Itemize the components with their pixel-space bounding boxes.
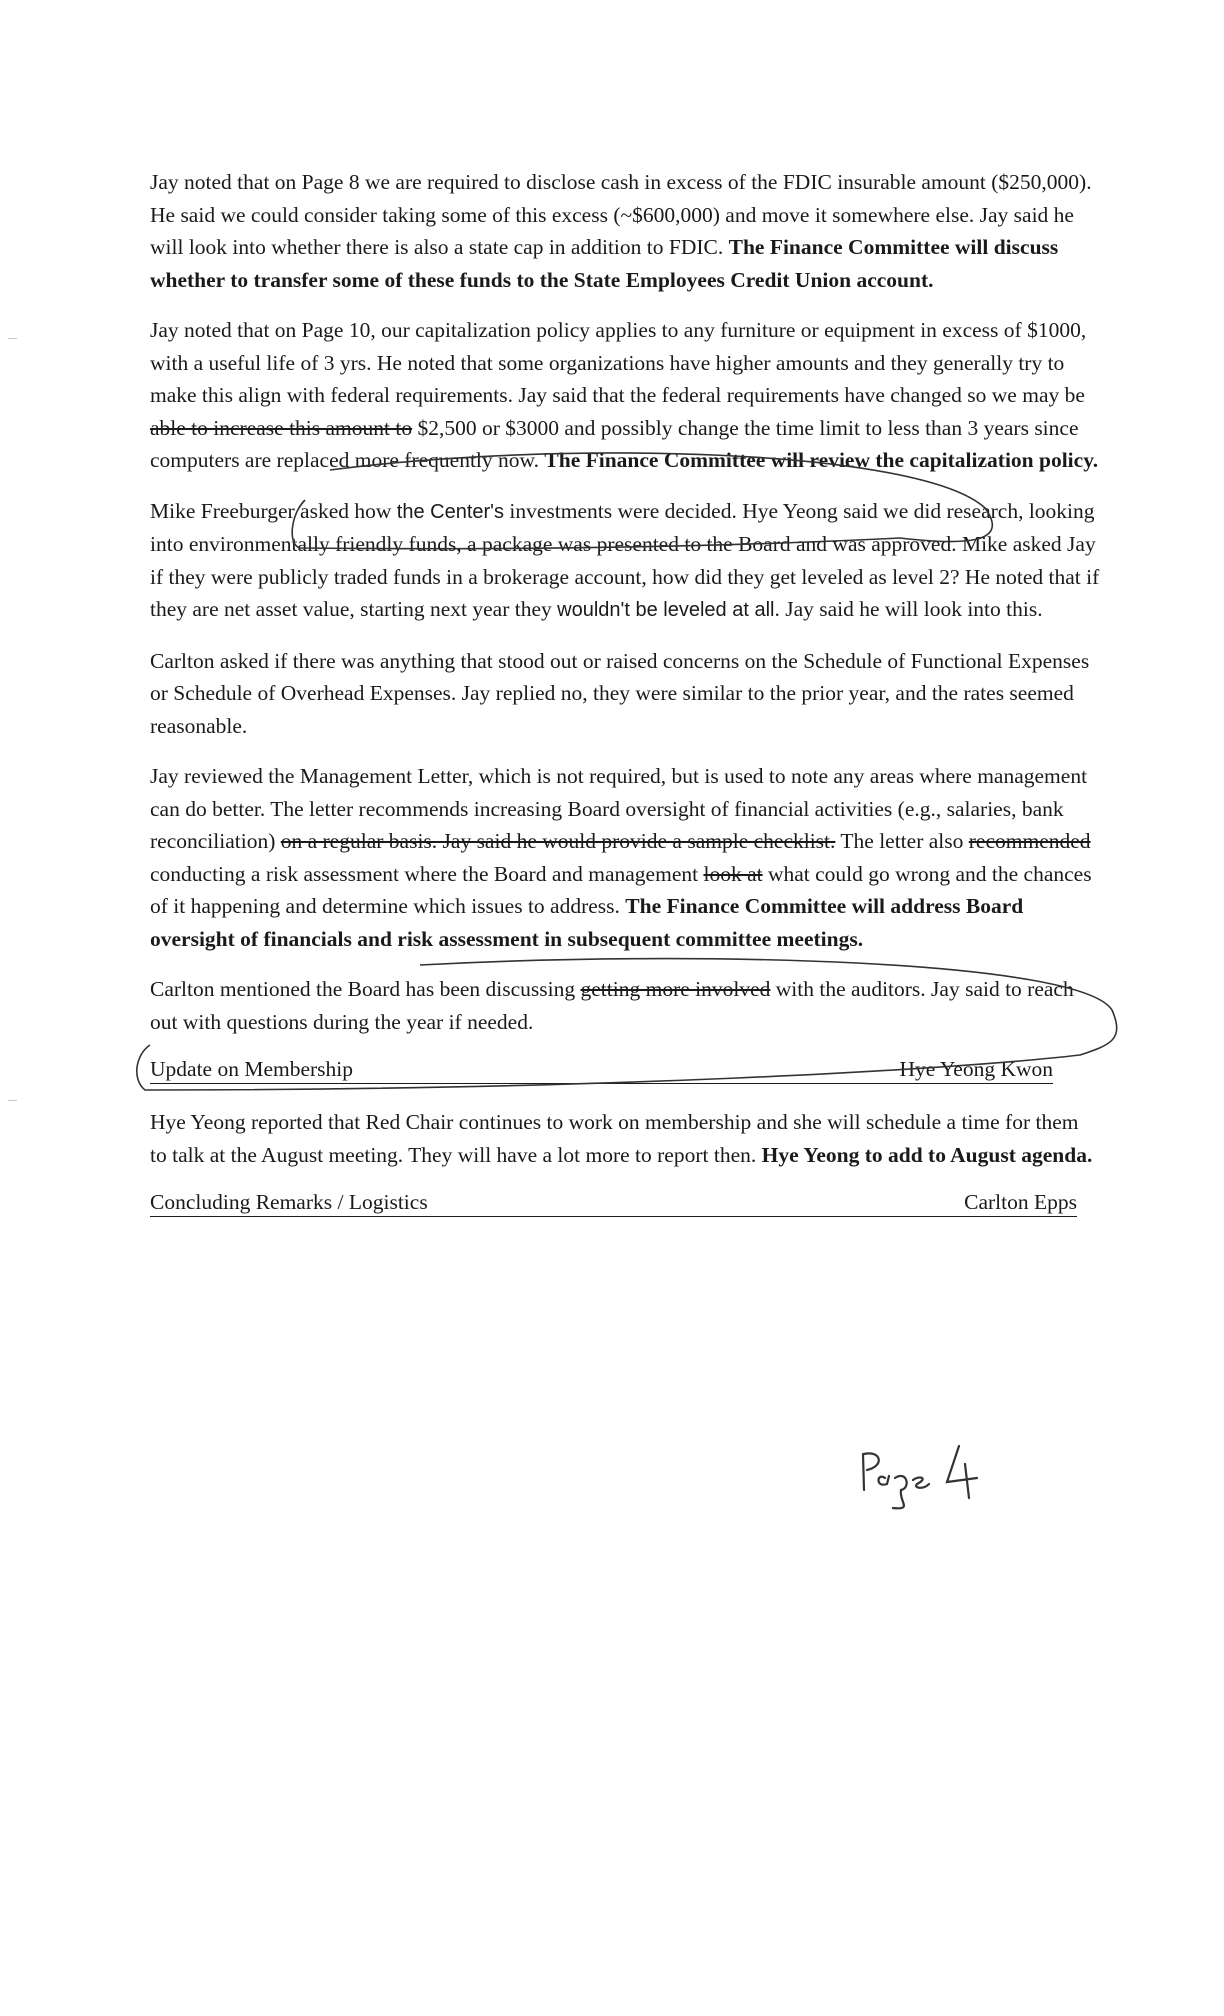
section-header-concluding bbox=[150, 1189, 1077, 1217]
section-header-membership bbox=[150, 1056, 1053, 1084]
section-presenter: Hye Yeong Kwon bbox=[899, 1057, 1053, 1081]
scan-edge-mark bbox=[8, 338, 17, 339]
struck-text: able to increase this amount to bbox=[150, 415, 413, 440]
paragraph-membership: Hye Yeong reported that Red Chair continues to work on membership and she will schedule a time for them to talk at the August meeting. They will have a lot more to report then. Hye Yeong to add to August agenda. bbox=[150, 1110, 1093, 1167]
scan-edge-mark bbox=[8, 1100, 17, 1101]
paragraph-investments: Mike Freeburger asked how the Center's investments were decided. Hye Yeong said we did research, looking into environmentally friendly funds, a package was presented to the Board and was approved. Mike asked Jay if they were publicly traded funds in a brokerage account, how did they get leveled as level 2? He noted that if they are net asset value, starting next year they wouldn't be leveled at all. Jay said he will look into this. bbox=[150, 498, 1100, 621]
paragraph-schedules: Carlton asked if there was anything that stood out or raised concerns on the Schedule of Functional Expenses or Schedule of Overhead Expenses. Jay replied no, they were similar to the prior year, and the rates seemed reasonable. bbox=[150, 648, 1090, 738]
action-item: The Finance Committee will address Board oversight of financials and risk assessment in subsequent committee meetings. bbox=[150, 894, 1024, 951]
inserted-text: the Center's bbox=[396, 500, 505, 523]
action-item: Hye Yeong to add to August agenda. bbox=[761, 1142, 1093, 1167]
struck-text: on a regular basis. Jay said he would provide a sample checklist. bbox=[280, 829, 836, 853]
handwritten-page-number bbox=[855, 1442, 985, 1522]
paragraph-management-letter: Jay reviewed the Management Letter, which is not required, but is used to note any areas where management can do better. The letter recommends increasing Board oversight of financial activities (e.g., salaries, bank reconciliation) on a regular basis. Jay said he would provide a sample checklist. The letter also recommended conducting a risk assessment where the Board and management look at what could go wrong and the chances of it happening and determine which issues to address. The Finance Committee will address Board oversight of financials and risk assessment in subsequent committee meetings. bbox=[150, 764, 1092, 951]
paragraph-fdic: Jay noted that on Page 8 we are required to disclose cash in excess of the FDIC insurable amount ($250,000). He said we could consider taking some of this excess (~$600,000) and move it somewhere else. Jay said he will look into whether there is also a state cap in addition to FDIC. The Finance Committee will discuss whether to transfer some of these funds to the State Employees Credit Union account. bbox=[150, 170, 1092, 292]
minutes-page bbox=[150, 166, 1100, 1239]
struck-text: look at bbox=[703, 861, 763, 886]
paragraph-capitalization: Jay noted that on Page 10, our capitalization policy applies to any furniture or equipment in excess of $1000, with a useful life of 3 yrs. He noted that some organizations have higher amounts and they generally try to make this align with federal requirements. Jay said that the federal requirements have changed so we may be able to increase this amount to $2,500 or $3000 and possibly change the time limit to less than 3 years since computers are replaced more frequently now. The Finance Committee will review the capitalization policy. bbox=[150, 318, 1099, 472]
action-item: The Finance Committee will review the capitalization policy. bbox=[544, 448, 1099, 472]
struck-text: recommended bbox=[968, 829, 1091, 853]
section-title: Concluding Remarks / Logistics bbox=[150, 1190, 428, 1214]
action-item: The Finance Committee will discuss whether to transfer some of these funds to the State Employees Credit Union account. bbox=[150, 235, 1059, 292]
paragraph-auditors: Carlton mentioned the Board has been discussing getting more involved with the auditors. Jay said to reach out with questions during the year if needed. bbox=[150, 977, 1074, 1034]
inserted-text: wouldn't be leveled at all bbox=[557, 599, 775, 621]
section-title: Update on Membership bbox=[150, 1057, 354, 1081]
section-presenter: Carlton Epps bbox=[964, 1190, 1077, 1214]
struck-text: getting more involved bbox=[580, 977, 771, 1001]
